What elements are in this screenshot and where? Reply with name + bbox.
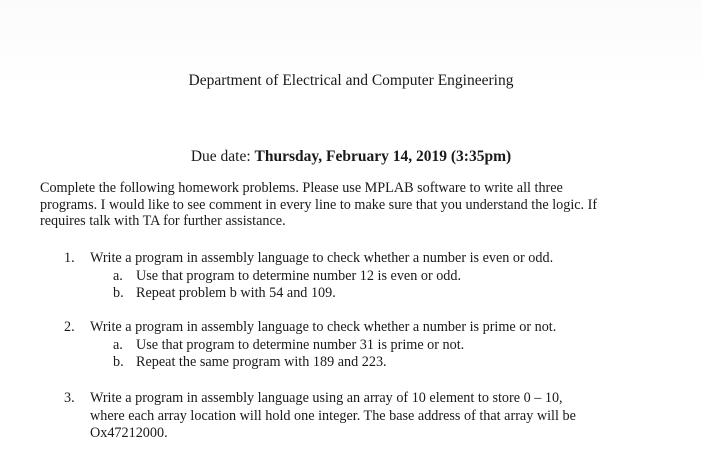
intro-paragraph [40,180,660,230]
intro-line: requires talk with TA for further assistance. [40,213,286,229]
subproblem-text: Repeat problem b with 54 and 109. [136,285,336,301]
subproblem-letter: b. [113,354,124,370]
intro-line: programs. I would like to see comment in every line to make sure that you understand the logic. If [40,196,598,213]
problem-number: 1. [64,250,75,266]
subproblem-text: Use that program to determine number 12 is even or odd. [136,267,462,284]
subproblem-1a [64,268,644,286]
problem-3 [64,390,644,443]
subproblem-1b [64,285,644,303]
problem-number: 2. [64,319,75,335]
subproblem-letter: b. [113,285,124,301]
problem-text: Write a program in assembly language to check whether a number is even or odd. [90,250,554,266]
problem-1 [64,250,644,303]
subproblem-text: Use that program to determine number 31 is prime or not. [136,336,465,353]
problem-2 [64,319,644,372]
subproblem-letter: a. [113,267,123,284]
subproblem-2a [64,337,644,355]
subproblem-text: Repeat the same program with 189 and 223. [136,354,387,370]
due-date-value: Thursday, February 14, 2019 (3:35pm) [254,148,512,165]
department-heading: Department of Electrical and Computer Engineering [188,72,514,89]
intro-line: Complete the following homework problems. Please use MPLAB software to write all three [40,180,563,196]
problem-text: Write a program in assembly language to check whether a number is prime or not. [90,319,557,335]
problem-text-continued: Ox47212000. [90,425,168,441]
problem-text: Write a program in assembly language using an array of 10 element to store 0 – 10, [90,390,563,406]
problem-text-continued: where each array location will hold one integer. The base address of that array will be [90,407,576,424]
due-date-line [0,148,702,166]
due-date-label: Due date: [190,148,251,165]
subproblem-letter: a. [113,336,123,353]
subproblem-2b [64,354,644,372]
problem-number: 3. [64,390,75,406]
